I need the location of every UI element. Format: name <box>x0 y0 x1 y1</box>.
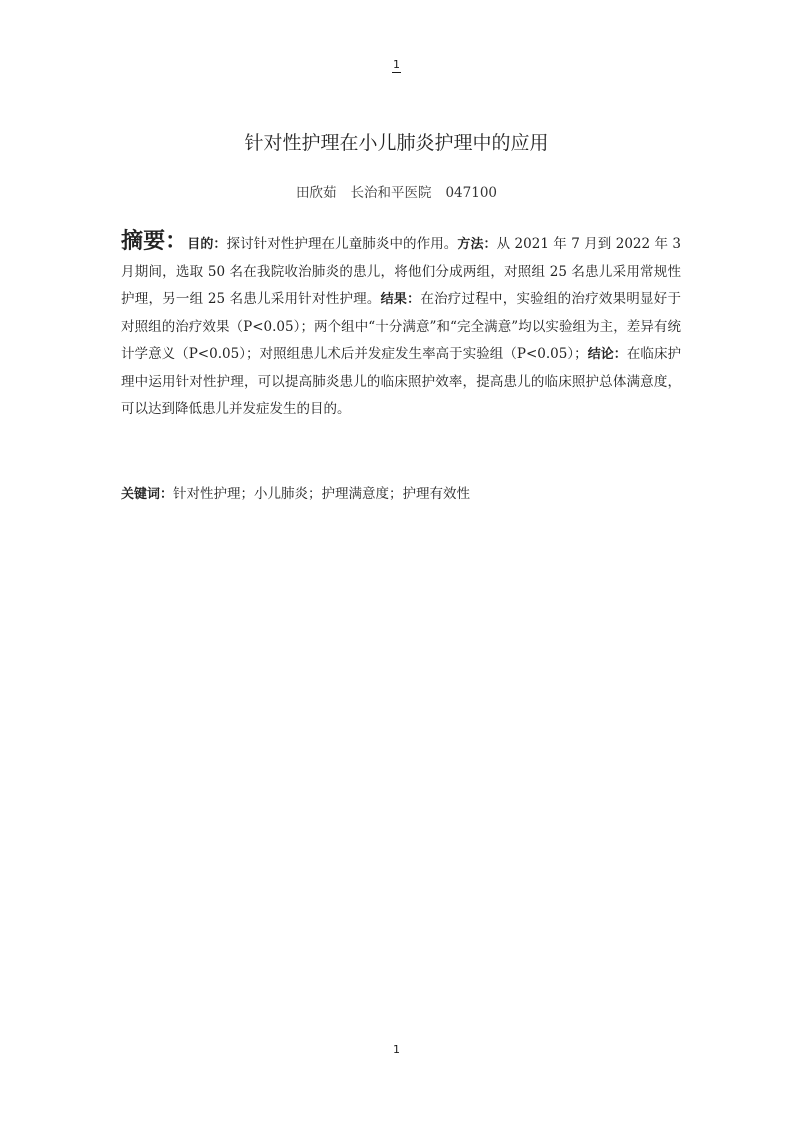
author-postcode: 047100 <box>445 185 498 201</box>
author-line <box>0 181 793 201</box>
paper-title: 针对性护理在小儿肺炎护理中的应用 <box>244 132 549 154</box>
keywords-label: 关键词： <box>121 487 174 502</box>
objective-text: 探讨针对性护理在儿童肺炎中的作用。 <box>226 236 458 252</box>
method-label: 方法： <box>457 237 497 252</box>
keywords <box>121 484 681 505</box>
header-page-number-text: 1 <box>393 58 400 71</box>
conclusion-text: 在临床护理中运用针对性护理，可以提高肺炎患儿的临床照护效率，提高患儿的临床照护总体满意度，可以达到降低患儿并发症发生的目的。 <box>121 346 681 417</box>
objective-label: 目的： <box>187 237 227 252</box>
conclusion-label: 结论： <box>587 347 627 362</box>
method-text: 从 2021 年 7 月到 2022 年 3 月期间，选取 50 名在我院收治肺炎的患儿，将他们分成两组，对照组 25 名患儿采用常规性护理，另一组 25 名患儿采用针对性护理。 <box>121 236 681 307</box>
keywords-text: 针对性护理；小儿肺炎；护理满意度；护理有效性 <box>173 486 471 502</box>
author-name: 田欣茹 <box>295 185 337 201</box>
footer-page-number: 1 <box>393 1043 400 1056</box>
result-label: 结果： <box>380 292 421 307</box>
abstract <box>121 231 681 424</box>
abstract-heading: 摘要： <box>121 229 188 254</box>
header-page-number <box>0 58 793 71</box>
result-text: 在治疗过程中，实验组的治疗效果明显好于对照组的治疗效果（P<0.05）；两个组中“十分满意”和“完全满意”均以实验组为主，差异有统计学意义（P<0.05）；对照组患儿术后并发症发生率高于实验组（P<0.05）； <box>121 291 681 362</box>
author-affiliation: 长治和平医院 <box>350 185 432 201</box>
